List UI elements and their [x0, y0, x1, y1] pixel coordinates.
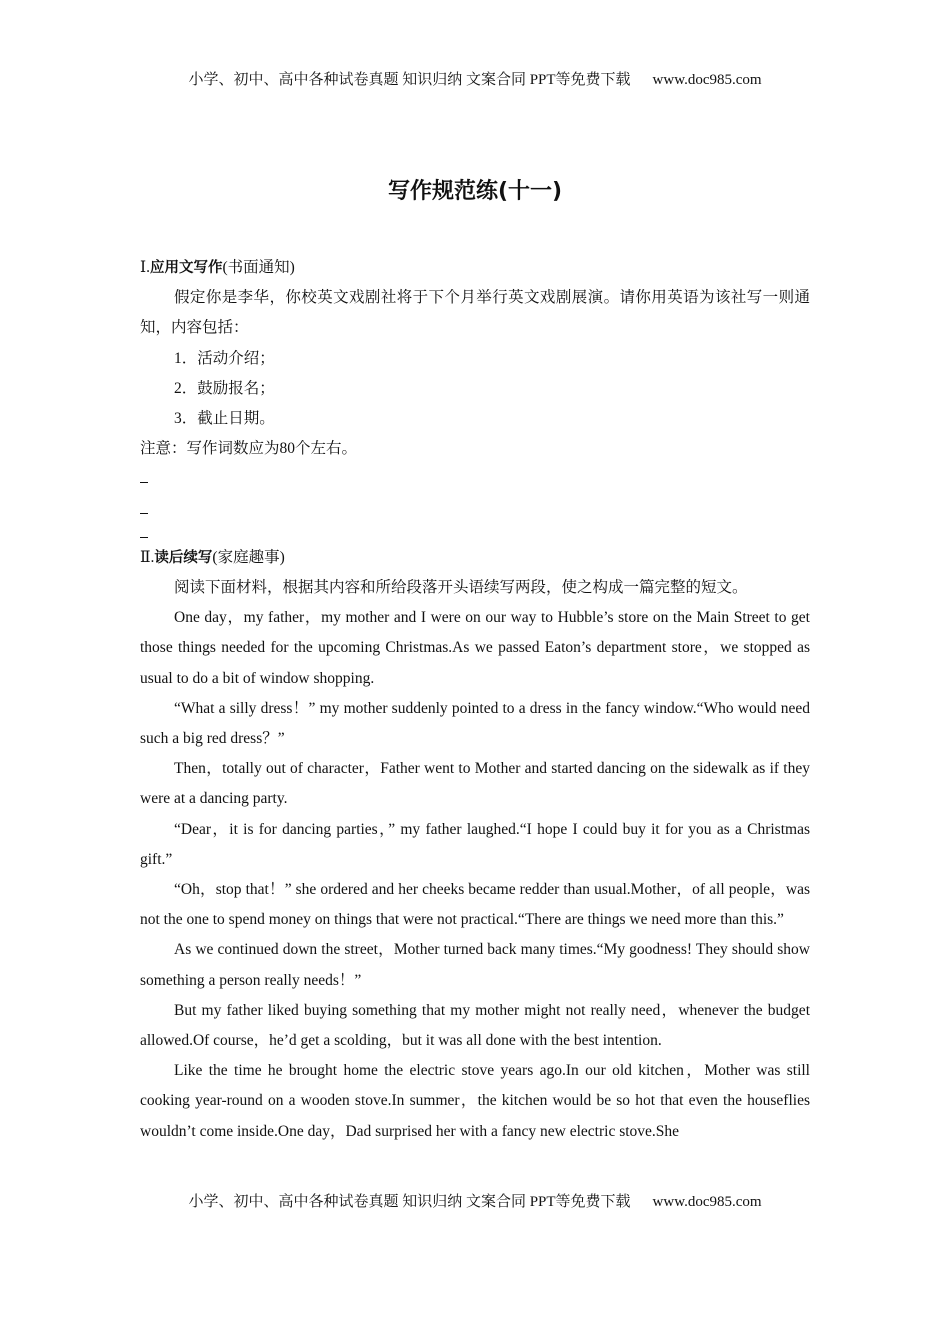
section1-heading	[140, 253, 810, 283]
story-paragraph-8: Like the time he brought home the electric stove years ago.In our old kitchen，Mother was still cooking year-round on a wooden stove.In summer，the kitchen would be so hot that even the houseflies wouldn’t come inside.One day，Dad surprised her with a fancy new electric stove.She	[140, 1062, 810, 1140]
header-site: www.doc985.com	[652, 72, 762, 88]
section1-item-3: 3．截止日期。	[174, 410, 275, 428]
answer-line-3	[140, 525, 810, 543]
story-paragraph-5: “Oh，stop that！” she ordered and her cheeks became redder than usual.Mother，of all people，was not the one to spend money on things that were not practical.“There are things we need more than this.”	[140, 881, 810, 929]
section2-sub: (家庭趣事)	[212, 548, 285, 566]
page-header	[0, 68, 950, 89]
footer-text: 小学、初中、高中各种试卷真题 知识归纳 文案合同 PPT等免费下载	[188, 1194, 631, 1210]
header-text: 小学、初中、高中各种试卷真题 知识归纳 文案合同 PPT等免费下载	[188, 72, 631, 88]
story-paragraph-2: “What a silly dress！” my mother suddenly pointed to a dress in the fancy window.“Who would need such a big red dress？”	[140, 699, 810, 748]
section1-sub: (书面通知)	[222, 259, 295, 276]
section2-numeral: Ⅱ.	[140, 548, 155, 566]
section1-prompt: 假定你是李华，你校英文戏剧社将于下个月举行英文戏剧展演。请你用英语为该社写一则通知，内容包括：	[140, 289, 810, 337]
section2-label: 读后续写	[154, 549, 213, 566]
section1-item-2: 2．鼓励报名；	[174, 379, 275, 397]
section1-note: 注意：写作词数应为80个左右。	[140, 440, 358, 458]
section1-label: 应用文写作	[150, 260, 223, 276]
document-body	[140, 253, 810, 1147]
footer-site: www.doc985.com	[652, 1194, 762, 1210]
story-paragraph-4: “Dear，it is for dancing parties，” my father laughed.“I hope I could buy it for you as a Christmas gift.”	[140, 820, 810, 868]
section2-instruction: 阅读下面材料，根据其内容和所给段落开头语续写两段，使之构成一篇完整的短文。	[174, 579, 748, 596]
section1-numeral: Ⅰ.	[140, 259, 150, 276]
page-title: 写作规范练(十一)	[387, 179, 563, 204]
story-paragraph-7: But my father liked buying something that my mother might not really need，whenever the budget allowed.Of course，he’d get a scolding，but it was all done with the best intention.	[140, 1001, 810, 1050]
answer-line-1	[140, 464, 810, 494]
page-footer	[0, 1190, 950, 1211]
section2-heading	[140, 543, 810, 573]
story-paragraph-3: Then，totally out of character，Father went to Mother and started dancing on the sidewalk as if they were at a dancing party.	[140, 760, 810, 808]
answer-line-2	[140, 495, 810, 525]
story-paragraph-1: One day，my father，my mother and I were on our way to Hubble’s store on the Main Street to get those things needed for the upcoming Christmas.As we passed Eaton’s department store，we stopped as usual to do a bit of window shopping.	[140, 609, 810, 687]
section1-item-1: 1．活动介绍；	[174, 349, 275, 367]
story-paragraph-6: As we continued down the street，Mother turned back many times.“My goodness! They should show something a person really needs！”	[140, 941, 810, 989]
